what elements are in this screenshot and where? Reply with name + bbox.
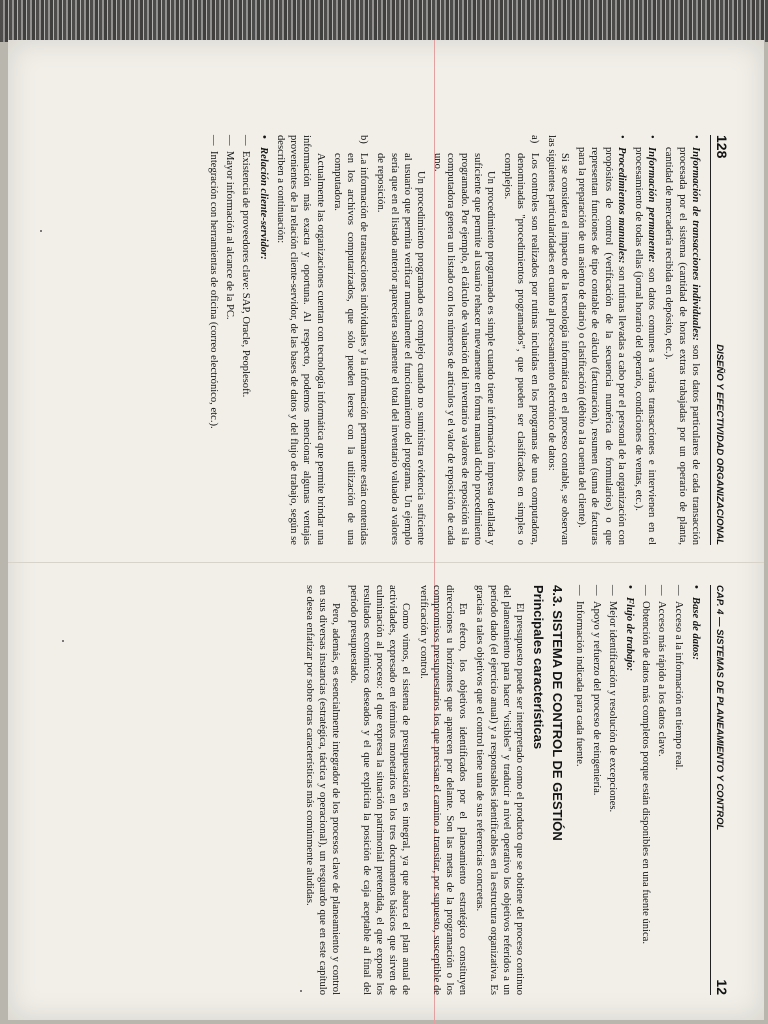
bullet-permanente <box>632 135 658 545</box>
subsection-title: Principales características <box>531 585 547 750</box>
page-number: 128 <box>714 135 730 159</box>
item-text: Los controles son realizados por rutinas incluidas en los programas de una computadora, denominadas "procedimientos programados", que pueden ser clasificados en simples o complejos. <box>502 153 540 545</box>
body-paragraph: Como vimos, el sistema de presupuestación es integral, ya que abarca el plan anual de actividades, expresado en términos monetarios en los tres documentos básicos que sirven de culminación al proceso: el que expresa la situación patrimonial pretendida, el que expone los resultados económicos deseados y el que explicita la posición de caja aceptable al final del período presupuestado. <box>347 585 412 995</box>
bullet-text: son rutinas llevadas a cabo por el personal de la organización con propósitos de control (verificación de la secuencia numérica de formularios) o que representan funciones de tipo contable de cálculo (facturación), resumen (suma de facturas para la preparación de un asiento de diario) o clasificación (débito a la cuenta del cliente). <box>576 147 627 545</box>
bullet-term: Información de transacciones individuales: <box>689 147 701 341</box>
running-head-title: CAP. 4 — SISTEMAS DE PLANEAMIENTO Y CONTROL <box>714 585 725 831</box>
body-paragraph: En efecto, los objetivos identificados por el planeamiento estratégico constituyen direcciones u horizontes que aparecen por delante. Son las metas de la programación o los compromisos presupuestarios los que precisan el camino a transitar, por supuesto, susceptible de verificación y control. <box>417 585 469 995</box>
page-number: 12 <box>714 979 730 995</box>
list-item: — Acceso a la información en tiempo real. <box>671 585 684 995</box>
relation-label: • Relación cliente-servidor: <box>257 135 270 545</box>
bullet-term: Información permanente: <box>646 147 658 263</box>
running-head-title: DISEÑO Y EFECTIVIDAD ORGANIZACIONAL <box>714 344 725 545</box>
list-item: — Información indicada para cada fuente. <box>573 585 586 995</box>
bullet-procedimientos <box>575 135 628 545</box>
item-b <box>331 135 371 545</box>
dust-speck <box>40 230 42 232</box>
running-head <box>710 135 728 545</box>
body-paragraph: El presupuesto puede ser interpretado como el producto que se obtiene del proceso continuo del planeamiento para hacer "visibles" y traducir a nivel operativo los objetivos referidos a un período dado (el ejercicio anual) y a responsables identificables en la estructura organizativa. Es gracias a tales objetivos que el control tiene una de sus referencias concretas. <box>474 585 525 995</box>
list-item: — Mayor información al alcance de la PC. <box>223 135 236 545</box>
item-a <box>501 135 541 545</box>
list-item: — Integración con herramientas de oficina (correo electrónico, etc.). <box>207 135 220 545</box>
paragraph-complejo: Un procedimiento programado es complejo cuando no suministra evidencia suficiente al usuario que permita verificar manualmente el funcionamiento del programa. Un ejemplo sería que en el listado anterior apareciera solamente el total del inventario valuado a valores de reposición. <box>375 153 426 545</box>
section-title: 4.3. SISTEMA DE CONTROL DE GESTIÓN <box>550 585 566 841</box>
right-page <box>138 585 728 995</box>
bullet-text: son datos comunes a varias transacciones e intervienen en el procesamiento de todas ellas (jornal horario del operario, condiciones de ventas, etc.). <box>632 147 658 545</box>
intro-paragraph: Si se considera el impacto de la tecnología informática en el proceso contable, se observan las siguientes particularidades en cuanto al procesamiento electrónico de datos: <box>545 135 570 545</box>
dust-speck <box>62 640 64 642</box>
bullet-term: Procedimientos manuales: <box>615 147 627 264</box>
flow-label: • Flujo de trabajo: <box>623 585 636 995</box>
scan-edge <box>0 0 768 42</box>
page-gutter <box>8 562 764 563</box>
db-label: • Base de datos: <box>689 585 702 995</box>
item-label: b) <box>358 135 370 144</box>
list-item: — Existencia de proveedores clave: SAP, Oracle, Peoplesoft. <box>239 135 252 545</box>
item-label: a) <box>528 135 540 144</box>
bullet-text: son los datos particulares de cada transacción procesada por el sistema (cantidad de horas extras trabajadas por un operario de planta, cantidad de mercadería recibida en depósito, etc.). <box>663 147 701 545</box>
list-item: — Acceso más rápido a los datos clave. <box>655 585 668 995</box>
list-item: — Mejor identificación y resolución de excepciones. <box>606 585 619 995</box>
item-text: La información de transacciones individuales y la información permanente están contenidas en los archivos computarizados, que sólo pueden leerse con la utilización de una computadora. <box>331 153 370 545</box>
bullet-transacciones <box>662 135 702 545</box>
body-paragraph: Pero, además, es esencialmente integrador de los procesos clave de planeamiento y control en sus diversas instancias (estratégica, táctica y operacional), un resguardo que en este capítulo se desea enfatizar por sobre otras características más comúnmente aludidas. <box>303 585 342 995</box>
list-item: — Obtención de datos más completos porque están disponibles en una fuente única. <box>639 585 652 995</box>
paragraph-actual: Actualmente las organizaciones cuentan con tecnología informática que permite brindar una información más exacta y oportuna. Al respecto, podemos mencionar algunas ventajas provenientes de la relación cliente-servidor, de las bases de datos y del flujo de trabajo, según se describen a continuación: <box>274 135 326 545</box>
paragraph-simple: Un procedimiento programado es simple cuando tiene información impresa detallada y suficiente que permite al usuario rehacer nuevamente en forma manual dicho procedimiento programado. Por ejemplo, el cálculo de valuación del inventario a valores de reposición si la computadora genera un listado con los números de artículos y el valor de reposición de cada uno. <box>432 153 496 545</box>
left-page <box>138 135 728 545</box>
running-head <box>710 585 728 995</box>
list-item: — Apoyo y refuerzo del proceso de reingeniería. <box>589 585 602 995</box>
